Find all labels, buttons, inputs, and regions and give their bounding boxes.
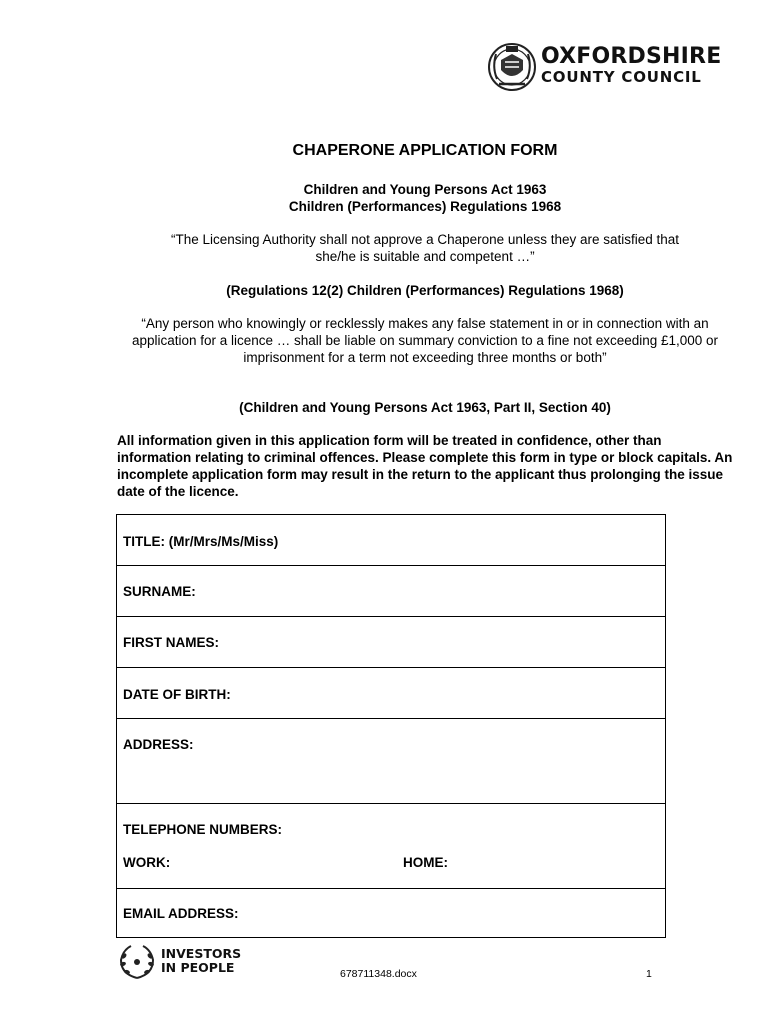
document-filename: 678711348.docx: [340, 968, 417, 980]
email-label: EMAIL ADDRESS:: [123, 906, 239, 921]
telephone-row[interactable]: [117, 804, 665, 889]
home-phone-label: HOME:: [403, 855, 448, 870]
iip-text: [161, 947, 241, 975]
laurel-wreath-icon: [117, 942, 157, 982]
first-names-row[interactable]: [117, 617, 665, 668]
citation-act: (Children and Young Persons Act 1963, Part II, Section 40): [239, 400, 611, 415]
iip-line-1: INVESTORS: [161, 946, 242, 961]
address-row[interactable]: [117, 719, 665, 804]
false-statement-quote: “Any person who knowingly or recklessly makes any false statement in or in connection with an application for a licence … shall be liable on summary conviction to a fine not exceeding £1,000 or imprisonment for a term not exceeding three months or both”: [131, 316, 719, 365]
surname-row[interactable]: [117, 566, 665, 617]
page-number: 1: [646, 968, 652, 980]
title-row[interactable]: [117, 515, 665, 566]
iip-line-2: IN PEOPLE: [161, 960, 235, 975]
title-label: TITLE: (Mr/Mrs/Ms/Miss): [123, 534, 279, 549]
surname-label: SURNAME:: [123, 584, 196, 599]
subtitle-regulations: Children (Performances) Regulations 1968: [288, 199, 562, 214]
citation-regulations: (Regulations 12(2) Children (Performances) Regulations 1968): [226, 283, 624, 298]
address-label: ADDRESS:: [123, 737, 194, 752]
date-of-birth-row[interactable]: [117, 668, 665, 719]
council-logo: [487, 42, 727, 92]
intro-paragraph: All information given in this application form will be treated in confidence, other than information relating to criminal offences. Please complete this form in type or block capitals. An incomplete application form may result in the return to the applicant thus prolonging the issue date of the licence.: [117, 433, 733, 499]
date-of-birth-label: DATE OF BIRTH:: [123, 687, 231, 702]
council-crest-icon: [487, 42, 537, 92]
subtitle-act: Children and Young Persons Act 1963: [303, 182, 547, 197]
first-names-label: FIRST NAMES:: [123, 635, 219, 650]
logo-subtitle: COUNTY COUNCIL: [541, 68, 702, 86]
logo-name: OXFORDSHIRE: [541, 44, 722, 69]
telephone-label: TELEPHONE NUMBERS:: [123, 822, 283, 837]
document-title: CHAPERONE APPLICATION FORM: [292, 142, 558, 159]
investors-in-people-logo: [117, 942, 247, 982]
licensing-quote: “The Licensing Authority shall not approve a Chaperone unless they are satisfied that she/he is suitable and competent …”: [170, 232, 680, 264]
work-phone-label: WORK:: [123, 855, 171, 870]
email-row[interactable]: [117, 889, 665, 939]
application-form-table: [116, 514, 666, 938]
